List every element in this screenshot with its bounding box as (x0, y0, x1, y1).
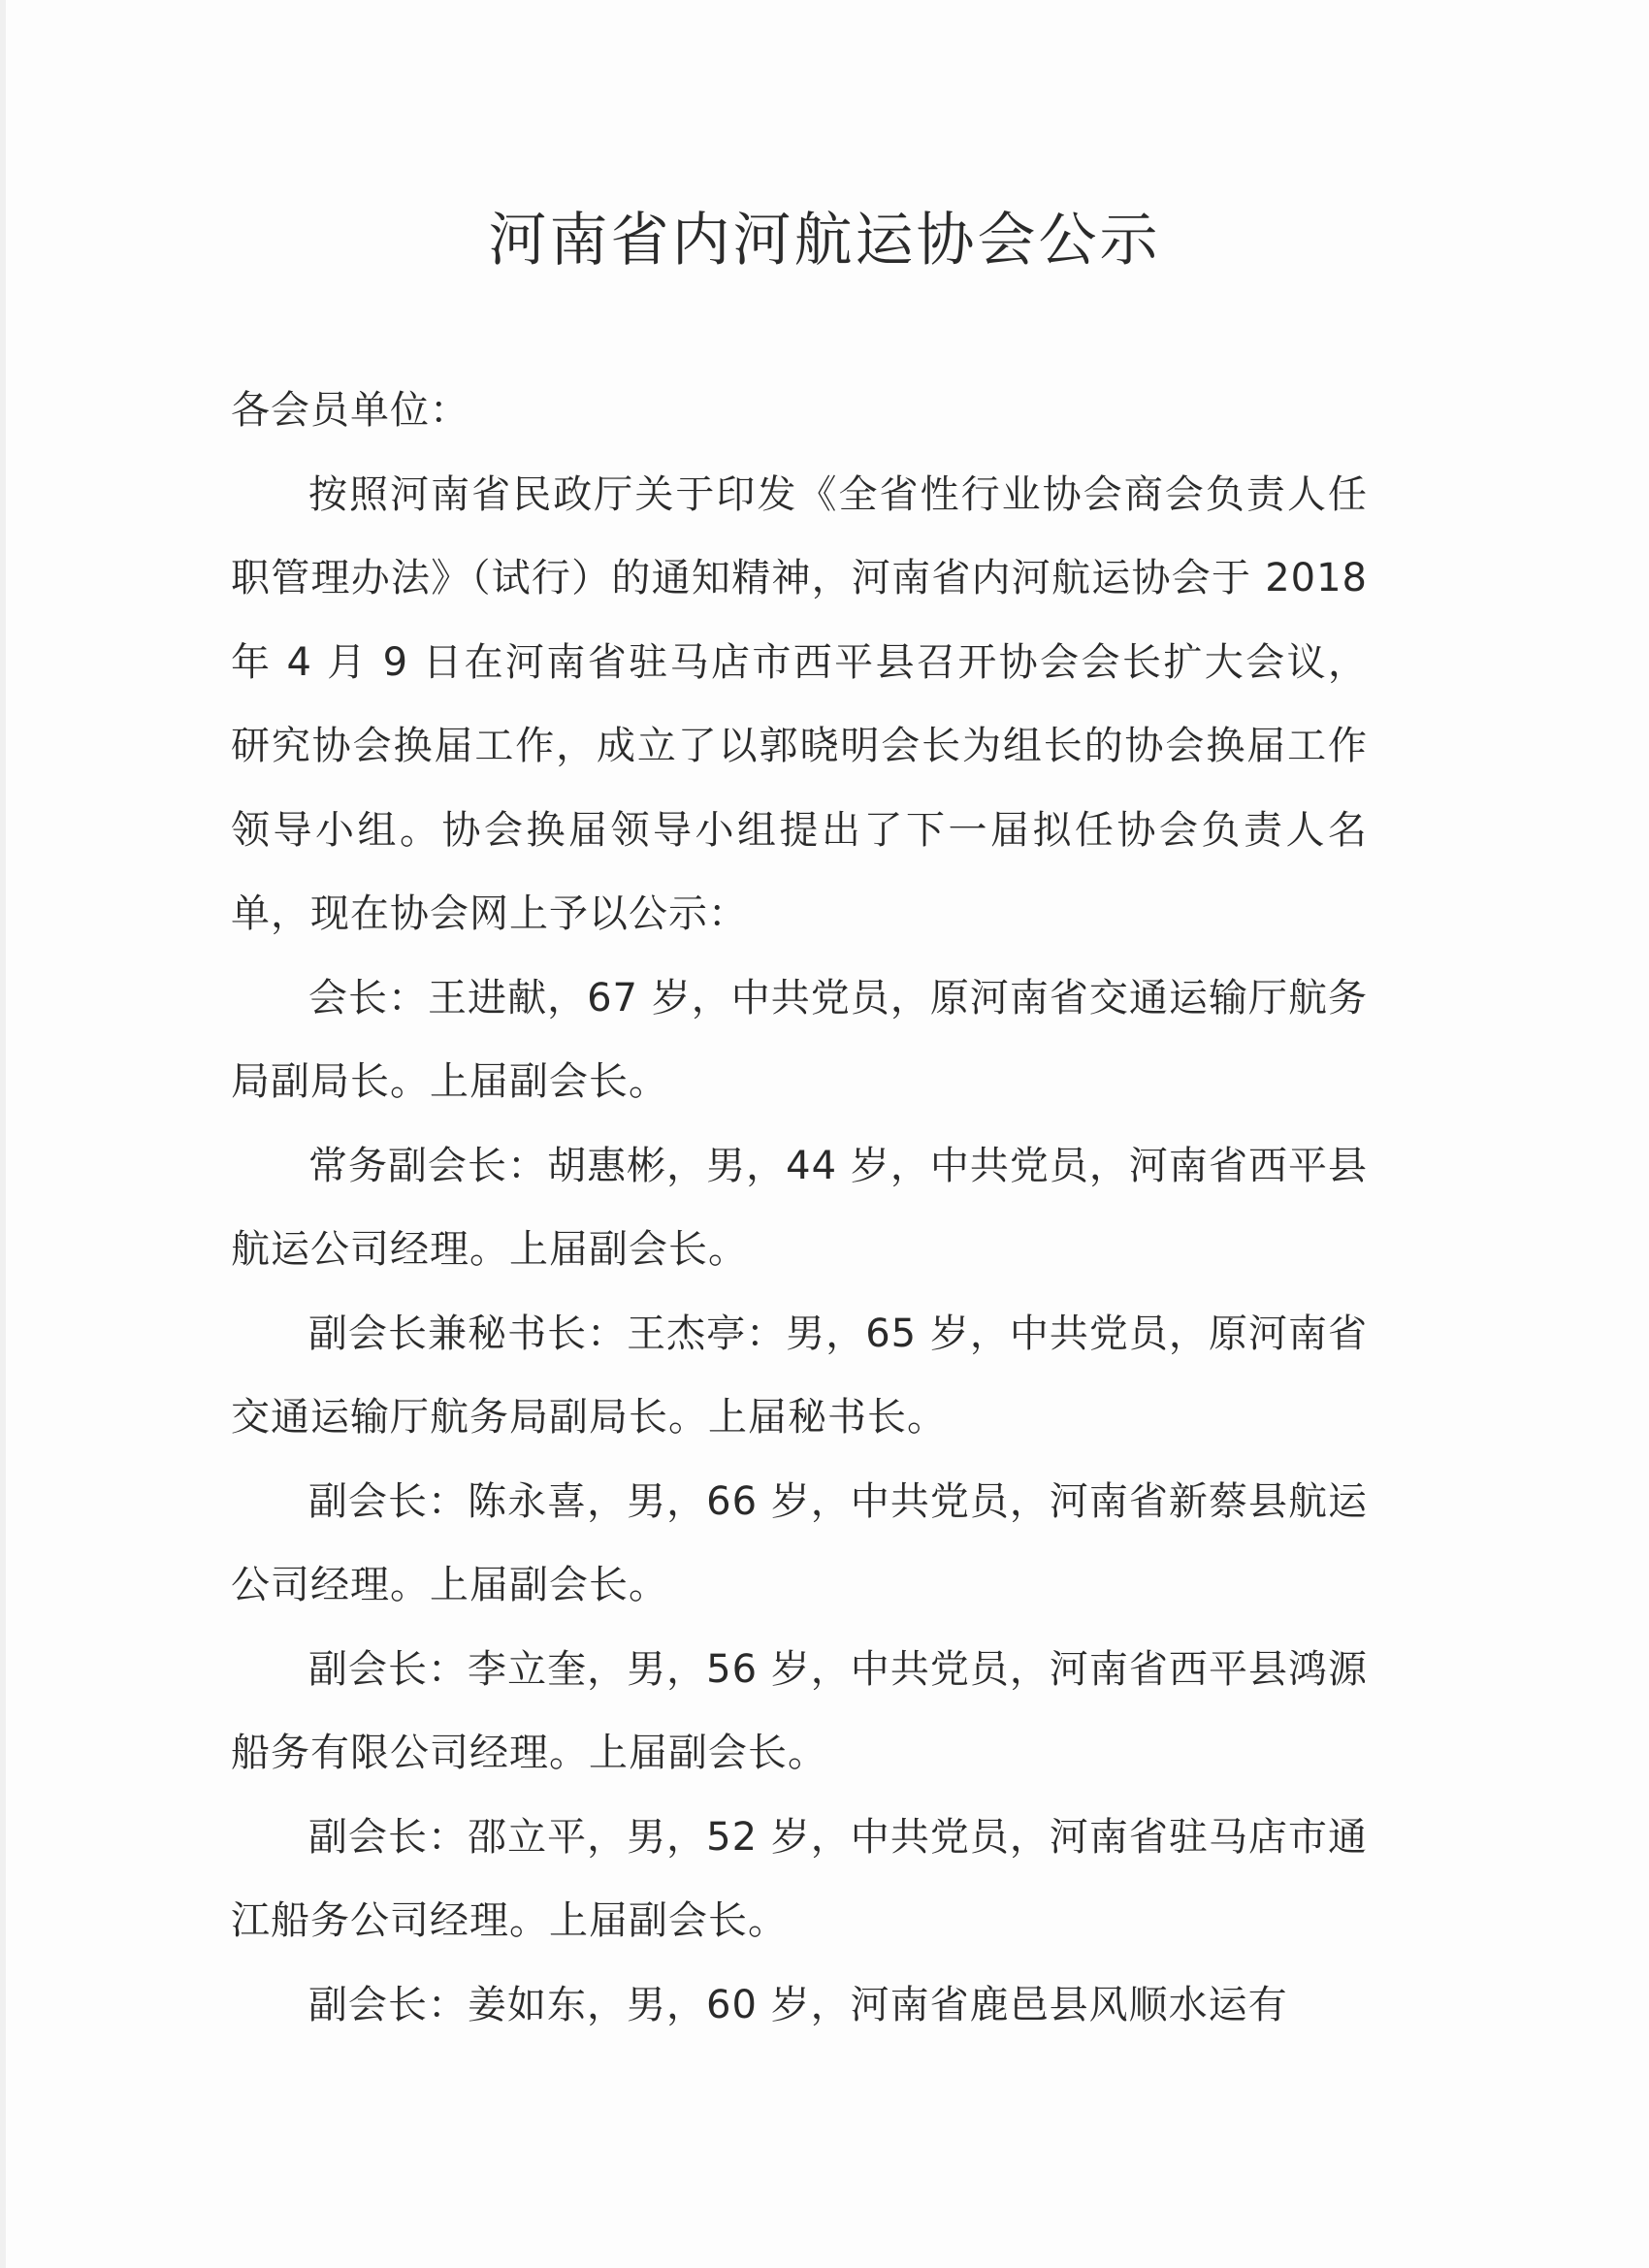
entry-vice-president: 副会长：李立奎，男，56 岁，中共党员，河南省西平县鸿源船务有限公司经理。上届副会长。 (231, 1646, 1368, 1775)
entry-president: 会长：王进献，67 岁，中共党员，原河南省交通运输厅航务局副局长。上届副会长。 (231, 975, 1368, 1104)
entry-executive-vice-president: 常务副会长：胡惠彬，男，44 岁，中共党员，河南省西平县航运公司经理。上届副会长。 (231, 1143, 1368, 1272)
salutation: 各会员单位： (231, 388, 469, 433)
entry-vice-president: 副会长：姜如东，男，60 岁，河南省鹿邑县风顺水运有 (308, 1982, 1288, 2027)
entry-vice-president: 副会长：邵立平，男，52 岁，中共党员，河南省驻马店市通江船务公司经理。上届副会长。 (231, 1814, 1368, 1943)
intro-paragraph: 按照河南省民政厅关于印发《全省性行业协会商会负责人任职管理办法》（试行）的通知精神，河南省内河航运协会于 2018 年 4 月 9 日在河南省驻马店市西平县召开协会会长扩大会议，研究协会换届工作，成立了以郭晓明会长为组长的协会换届工作领导小组。协会换届领导小组提出了下一届拟任协会负责人名单，现在协会网上予以公示： (231, 471, 1368, 936)
document-title: 河南省内河航运协会公示 (488, 207, 1161, 275)
entry-vice-president: 副会长：陈永喜，男，66 岁，中共党员，河南省新蔡县航运公司经理。上届副会长。 (231, 1478, 1368, 1607)
document-body (231, 369, 1368, 2047)
scan-edge (0, 0, 6, 2268)
entry-vice-president-secretary-general: 副会长兼秘书长：王杰亭：男，65 岁，中共党员，原河南省交通运输厅航务局副局长。上届秘书长。 (231, 1311, 1368, 1440)
